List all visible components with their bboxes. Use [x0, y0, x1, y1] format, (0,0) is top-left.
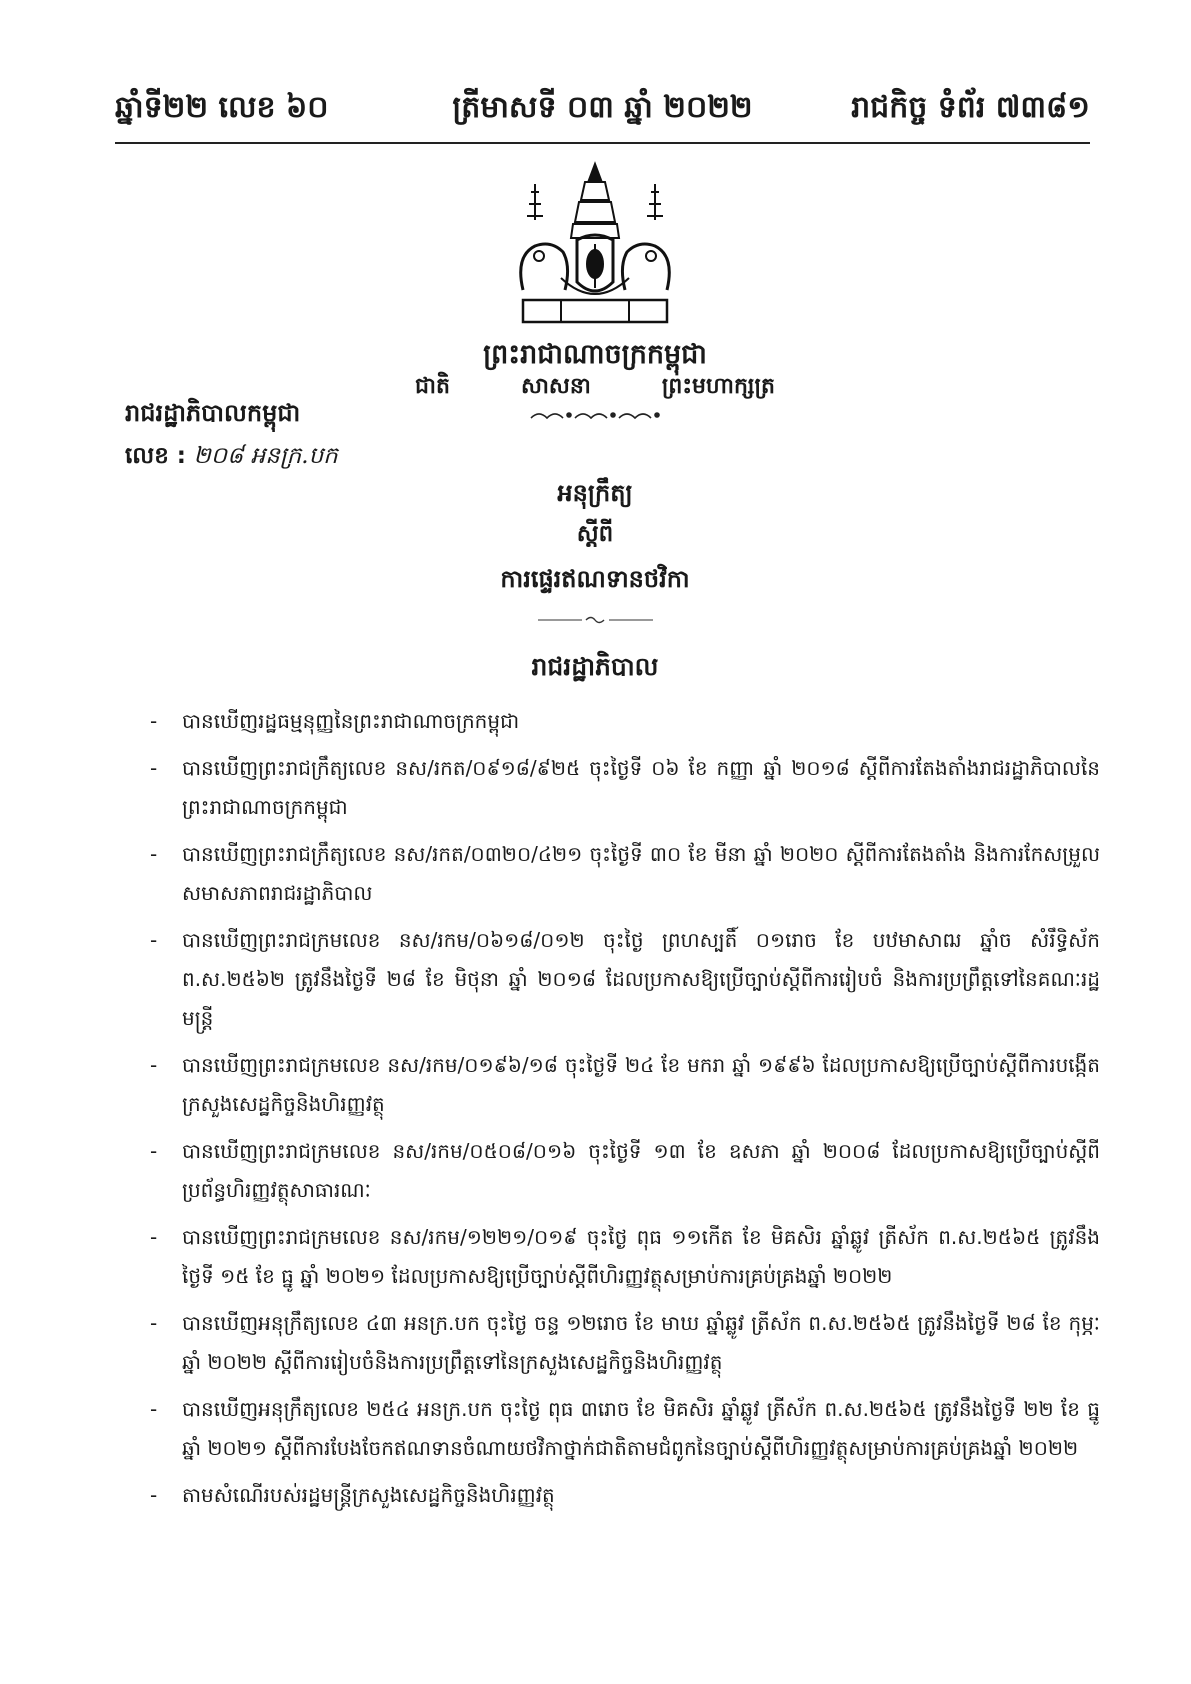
reference-text: បានឃើញព្រះរាជក្រមលេខ នស/រកម/០៦១៨/០១២ ចុះថ្ងៃ ព្រហស្បតិ៍ ០១រោច ខែ បឋមាសាឍ ឆ្នាំច សំរឹទ្ធិស័ក ព.ស.២៥៦២ ត្រូវនឹងថ្ងៃទី ២៨ ខែ មិថុនា ឆ្នាំ ២០១៨ ដែលប្រកាសឱ្យប្រើច្បាប់ស្តីពីការរៀបចំ និងការប្រព្រឹត្តទៅនៃគណៈរដ្ឋមន្ត្រី — [182, 928, 1100, 1030]
reference-item: - បានឃើញព្រះរាជក្រឹត្យលេខ នស/រកត/០៣២០/៤២១ ចុះថ្ងៃទី ៣០ ខែ មីនា ឆ្នាំ ២០២០ ស្តីពីការតែងតាំង និងការកែសម្រួលសមាសភាពរាជរដ្ឋាភិបាល — [150, 842, 1100, 905]
reference-item: - បានឃើញអនុក្រឹត្យលេខ ២៥៤ អនក្រ.បក ចុះថ្ងៃ ពុធ ៣រោច ខែ មិគសិរ ឆ្នាំឆ្លូវ ត្រីស័ក ព.ស.២៥៦៥ ត្រូវនឹងថ្ងៃទី ២២ ខែ ធ្នូ ឆ្នាំ ២០២១ ស្តីពីការបែងចែកឥណទានចំណាយថវិកាថ្នាក់ជាតិតាមជំពូកនៃច្បាប់ស្តីពីហិរញ្ញវត្ថុសម្រាប់ការគ្រប់គ្រងឆ្នាំ ២០២២ — [150, 1397, 1100, 1460]
reference-list — [150, 702, 1100, 1523]
header-rule — [115, 142, 1090, 144]
reference-text: បានឃើញព្រះរាជក្រឹត្យលេខ នស/រកត/០៩១៨/៩២៥ ចុះថ្ងៃទី ០៦ ខែ កញ្ញា ឆ្នាំ ២០១៨ ស្តីពីការតែងតាំងរាជរដ្ឋាភិបាលនៃព្រះរាជាណាចក្រកម្ពុជា — [182, 756, 1100, 819]
reference-item: - បានឃើញព្រះរាជក្រមលេខ នស/រកម/០៦១៨/០១២ ចុះថ្ងៃ ព្រហស្បតិ៍ ០១រោច ខែ បឋមាសាឍ ឆ្នាំច សំរឹទ្ធិស័ក ព.ស.២៥៦២ ត្រូវនឹងថ្ងៃទី ២៨ ខែ មិថុនា ឆ្នាំ ២០១៨ ដែលប្រកាសឱ្យប្រើច្បាប់ស្តីពីការរៀបចំ និងការប្រព្រឹត្តទៅនៃគណៈរដ្ឋមន្ត្រី — [150, 928, 1100, 1030]
reference-item: - បានឃើញព្រះរាជក្រមលេខ នស/រកម/០៥០៨/០១៦ ចុះថ្ងៃទី ១៣ ខែ ឧសភា ឆ្នាំ ២០០៨ ដែលប្រកាសឱ្យប្រើច្បាប់ស្តីពីប្រព័ន្ធហិរញ្ញវត្ថុសាធារណៈ — [150, 1139, 1100, 1202]
section-divider-icon — [538, 615, 653, 625]
kingdom-title: ព្រះរាជាណាចក្រកម្ពុជា — [483, 339, 707, 370]
motto-king: ព្រះមហាក្សត្រ — [661, 374, 775, 399]
reference-item: - បានឃើញព្រះរាជក្រមលេខ នស/រកម/០១៩៦/១៨ ចុះថ្ងៃទី ២៤ ខែ មករា ឆ្នាំ ១៩៩៦ ដែលប្រកាសឱ្យប្រើច្បាប់ស្តីពីការបង្កើតក្រសួងសេដ្ឋកិច្ចនិងហិរញ្ញវត្ថុ — [150, 1053, 1100, 1116]
document-about: ស្តីពី — [576, 521, 614, 547]
motto-nation: ជាតិ — [415, 374, 450, 399]
government-heading: រាជរដ្ឋាភិបាល — [531, 652, 659, 681]
reference-text: បានឃើញអនុក្រឹត្យលេខ ២៥៤ អនក្រ.បក ចុះថ្ងៃ ពុធ ៣រោច ខែ មិគសិរ ឆ្នាំឆ្លូវ ត្រីស័ក ព.ស.២៥៦៥ ត្រូវនឹងថ្ងៃទី ២២ ខែ ធ្នូ ឆ្នាំ ២០២១ ស្តីពីការបែងចែកឥណទានចំណាយថវិកាថ្នាក់ជាតិតាមជំពូកនៃច្បាប់ស្តីពីហិរញ្ញវត្ថុសម្រាប់ការគ្រប់គ្រងឆ្នាំ ២០២២ — [182, 1397, 1100, 1460]
issuer-name: រាជរដ្ឋាភិបាលកម្ពុជា — [125, 399, 301, 427]
gazette-header — [115, 88, 1090, 134]
reference-text: បានឃើញព្រះរាជក្រមលេខ នស/រកម/០៥០៨/០១៦ ចុះថ្ងៃទី ១៣ ខែ ឧសភា ឆ្នាំ ២០០៨ ដែលប្រកាសឱ្យប្រើច្បាប់ស្តីពីប្រព័ន្ធហិរញ្ញវត្ថុសាធារណៈ — [182, 1139, 1100, 1202]
number-value: ២០៨ អនក្រ.បក — [193, 443, 338, 469]
document-number — [125, 442, 338, 475]
document-subject: ការផ្ទេរឥណទានថវិកា — [500, 565, 690, 593]
gazette-issue: ឆ្នាំទី២២ លេខ ៦០ — [115, 90, 329, 125]
motto-religion: សាសនា — [520, 374, 591, 399]
reference-text: បានឃើញអនុក្រឹត្យលេខ ៤៣ អនក្រ.បក ចុះថ្ងៃ ចន្ទ ១២រោច ខែ មាឃ ឆ្នាំឆ្លូវ ត្រីស័ក ព.ស.២៥៦៥ ត្រូវនឹងថ្ងៃទី ២៨ ខែ កុម្ភៈ ឆ្នាំ ២០២២ ស្តីពីការរៀបចំនិងការប្រព្រឹត្តទៅនៃក្រសួងសេដ្ឋកិច្ចនិងហិរញ្ញវត្ថុ — [182, 1311, 1100, 1374]
flourish-ornament-icon — [525, 408, 665, 422]
royal-emblem-icon — [505, 160, 685, 330]
reference-text: តាមសំណើរបស់រដ្ឋមន្ត្រីក្រសួងសេដ្ឋកិច្ចនិងហិរញ្ញវត្ថុ — [182, 1483, 555, 1507]
reference-text: បានឃើញព្រះរាជក្រឹត្យលេខ នស/រកត/០៣២០/៤២១ ចុះថ្ងៃទី ៣០ ខែ មីនា ឆ្នាំ ២០២០ ស្តីពីការតែងតាំង និងការកែសម្រួលសមាសភាពរាជរដ្ឋាភិបាល — [182, 842, 1100, 905]
gazette-page: រាជកិច្ច ទំព័រ ៧៣៨១ — [851, 90, 1090, 125]
number-label: លេខ : — [125, 443, 187, 469]
reference-item: - បានឃើញអនុក្រឹត្យលេខ ៤៣ អនក្រ.បក ចុះថ្ងៃ ចន្ទ ១២រោច ខែ មាឃ ឆ្នាំឆ្លូវ ត្រីស័ក ព.ស.២៥៦៥ ត្រូវនឹងថ្ងៃទី ២៨ ខែ កុម្ភៈ ឆ្នាំ ២០២២ ស្តីពីការរៀបចំនិងការប្រព្រឹត្តទៅនៃក្រសួងសេដ្ឋកិច្ចនិងហិរញ្ញវត្ថុ — [150, 1311, 1100, 1374]
reference-text: បានឃើញព្រះរាជក្រមលេខ នស/រកម/០១៩៦/១៨ ចុះថ្ងៃទី ២៤ ខែ មករា ឆ្នាំ ១៩៩៦ ដែលប្រកាសឱ្យប្រើច្បាប់ស្តីពីការបង្កើតក្រសួងសេដ្ឋកិច្ចនិងហិរញ្ញវត្ថុ — [182, 1053, 1100, 1116]
reference-text: បានឃើញព្រះរាជក្រមលេខ នស/រកម/១២២១/០១៩ ចុះថ្ងៃ ពុធ ១១កើត ខែ មិគសិរ ឆ្នាំឆ្លូវ ត្រីស័ក ព.ស.២៥៦៥ ត្រូវនឹងថ្ងៃទី ១៥ ខែ ធ្នូ ឆ្នាំ ២០២១ ដែលប្រកាសឱ្យប្រើច្បាប់ស្តីពីហិរញ្ញវត្ថុសម្រាប់ការគ្រប់គ្រងឆ្នាំ ២០២២ — [182, 1225, 1100, 1288]
reference-item: - បានឃើញព្រះរាជក្រឹត្យលេខ នស/រកត/០៩១៨/៩២៥ ចុះថ្ងៃទី ០៦ ខែ កញ្ញា ឆ្នាំ ២០១៨ ស្តីពីការតែងតាំងរាជរដ្ឋាភិបាលនៃព្រះរាជាណាចក្រកម្ពុជា — [150, 756, 1100, 819]
gazette-quarter: ត្រីមាសទី ០៣ ឆ្នាំ ២០២២ — [452, 90, 753, 125]
reference-item: - បានឃើញរដ្ឋធម្មនុញ្ញនៃព្រះរាជាណាចក្រកម្ពុជា — [150, 709, 520, 733]
document-type: អនុក្រឹត្យ — [557, 479, 633, 507]
reference-item: - តាមសំណើរបស់រដ្ឋមន្ត្រីក្រសួងសេដ្ឋកិច្ចនិងហិរញ្ញវត្ថុ — [150, 1483, 555, 1507]
national-motto — [415, 372, 775, 404]
reference-item: - បានឃើញព្រះរាជក្រមលេខ នស/រកម/១២២១/០១៩ ចុះថ្ងៃ ពុធ ១១កើត ខែ មិគសិរ ឆ្នាំឆ្លូវ ត្រីស័ក ព.ស.២៥៦៥ ត្រូវនឹងថ្ងៃទី ១៥ ខែ ធ្នូ ឆ្នាំ ២០២១ ដែលប្រកាសឱ្យប្រើច្បាប់ស្តីពីហិរញ្ញវត្ថុសម្រាប់ការគ្រប់គ្រងឆ្នាំ ២០២២ — [150, 1225, 1100, 1288]
reference-text: បានឃើញរដ្ឋធម្មនុញ្ញនៃព្រះរាជាណាចក្រកម្ពុជា — [182, 709, 520, 733]
